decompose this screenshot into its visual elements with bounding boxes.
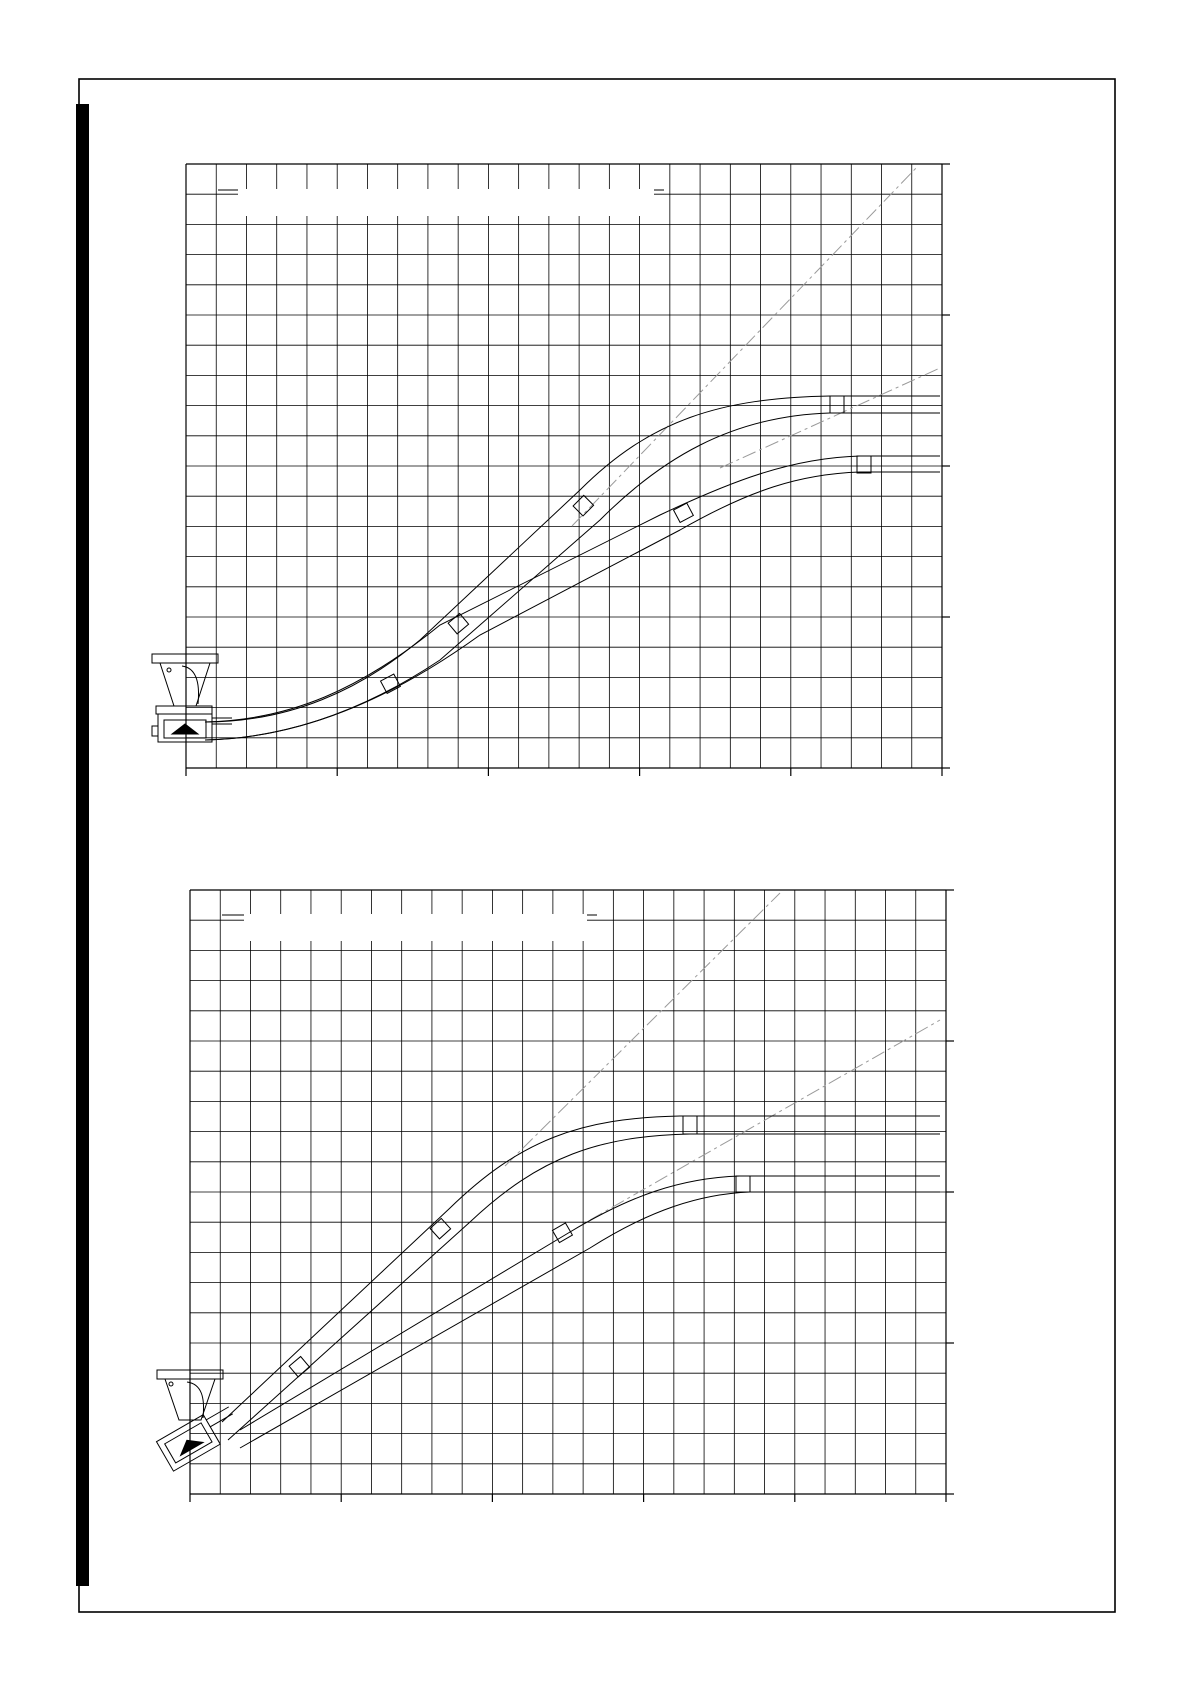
splice-markers: [381, 396, 871, 693]
centerline: [590, 1020, 940, 1220]
conveyor-inner-upper: [205, 413, 940, 740]
axis-ticks: [190, 890, 954, 1502]
splice-marker: [674, 503, 694, 522]
axis-ticks: [186, 164, 950, 776]
splice-marker: [430, 1218, 451, 1238]
diagram-lower: [156, 890, 954, 1502]
grid: [186, 164, 942, 768]
splice-marker: [830, 396, 844, 413]
conveyor-inner-lower: [240, 1192, 940, 1448]
feed-hopper-icon: [156, 1370, 242, 1471]
conveyor-outer-lower: [240, 1176, 940, 1430]
diagram-upper: [152, 164, 950, 776]
feed-hopper-icon: [152, 654, 232, 742]
title-block-blank: [238, 189, 654, 216]
title-block-blank: [244, 914, 587, 941]
binding-bar: [76, 104, 89, 1586]
centerline: [720, 368, 940, 468]
splice-markers: [289, 1116, 750, 1377]
splice-marker: [857, 456, 871, 473]
splice-marker: [736, 1176, 750, 1192]
sheet-frame: [79, 79, 1115, 1612]
splice-marker: [573, 495, 594, 516]
splice-marker: [289, 1356, 309, 1376]
conveyor-belt: [205, 396, 940, 740]
conveyor-belt: [222, 1116, 940, 1448]
conveyor-inner-lower: [205, 472, 940, 740]
